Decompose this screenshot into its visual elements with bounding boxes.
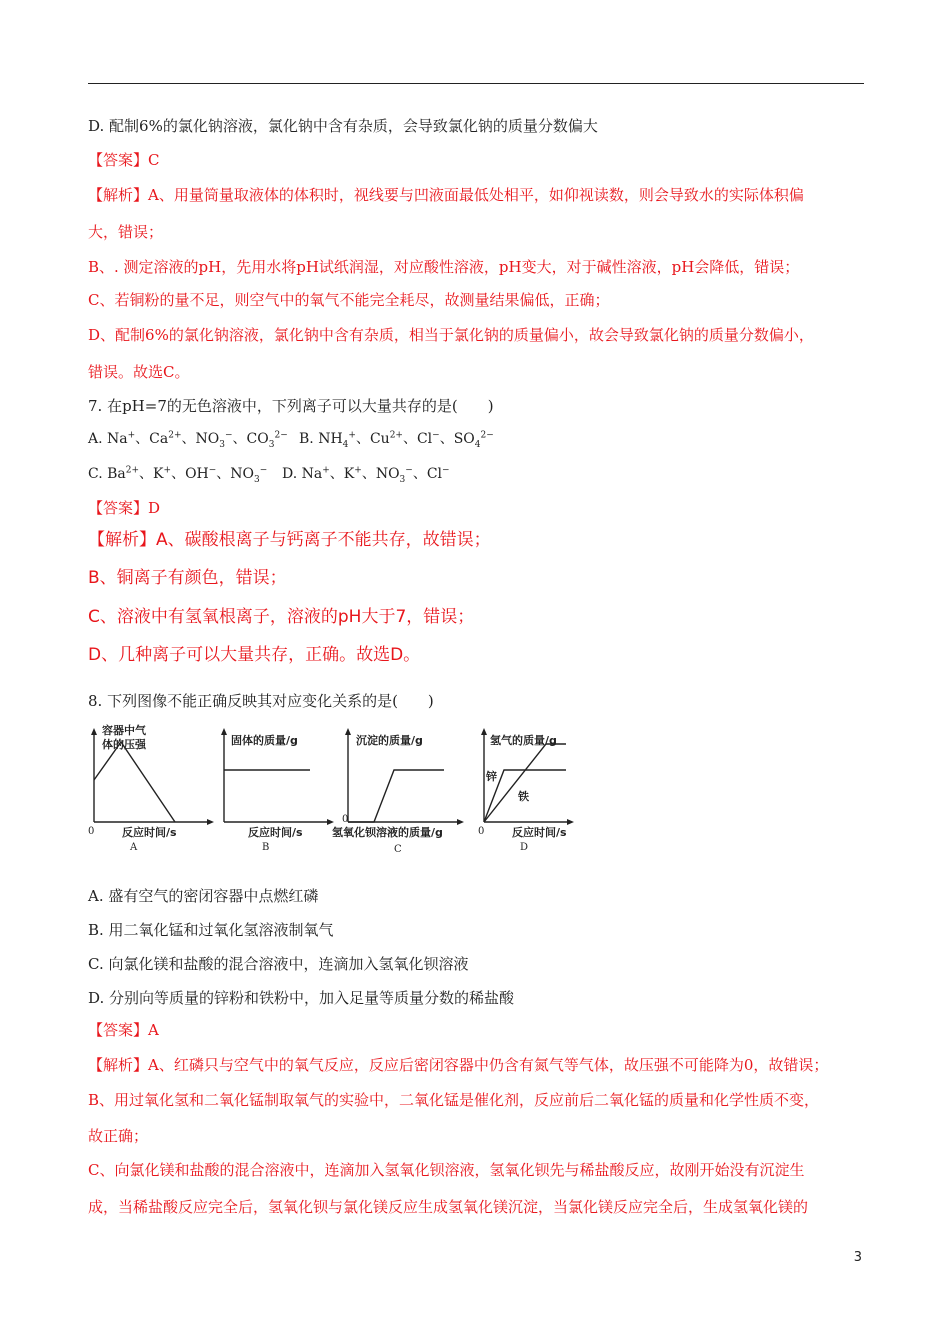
graph-c (330, 722, 470, 857)
graph-b-y-arrow (221, 728, 227, 735)
graph-d-fe-curve (484, 744, 566, 822)
graph-a-origin: 0 (88, 826, 95, 837)
explanation-q7-c: C、溶液中有氢氧根离子，溶液的pH大于7，错误； (88, 607, 475, 627)
graph-a (88, 722, 218, 857)
q8-option-b: B. 用二氧化锰和过氧化氢溶液制氧气 (88, 921, 334, 939)
graph-b-svg (218, 722, 348, 857)
page-number: 3 (853, 1250, 862, 1265)
graph-d-y-arrow (481, 728, 487, 735)
graph-c-svg (330, 722, 470, 857)
graph-a-svg (88, 722, 218, 857)
q7-option-d: D. Na+、K+、$NO_3^-$、Cl− (282, 465, 450, 485)
explanation-q7-d: D、几种离子可以大量共存，正确。故选D。 (88, 645, 421, 665)
graph-b-ylabel: 固体的质量/g (231, 734, 298, 747)
explanation-q6-d2: 错误。故选C。 (88, 363, 190, 381)
graph-a-xlabel: 反应时间/s (122, 826, 177, 839)
q7-option-b: B. $NH_4^+$、$Cu^{2+}$、Cl−、$SO_4^{2-}$ (299, 430, 494, 450)
graph-d-x-arrow (567, 819, 574, 825)
graph-c-ylabel: 沉淀的质量/g (356, 734, 423, 747)
graph-d-svg (478, 722, 588, 857)
graph-d-origin: 0 (478, 826, 485, 837)
graph-c-caption: C (394, 844, 402, 855)
graph-b-xlabel: 反应时间/s (248, 826, 303, 839)
graph-d-zn-label: 锌 (486, 770, 497, 783)
graph-b-caption: B (262, 842, 270, 853)
q7-option-c: C. $Ba^{2+}$、K+、OH−、$NO_3^-$ (88, 465, 268, 485)
graph-c-x-arrow (457, 819, 464, 825)
explanation-q8-b2: 故正确； (88, 1127, 149, 1145)
q8-option-d: D. 分别向等质量的锌粉和铁粉中，加入足量等质量分数的稀盐酸 (88, 989, 515, 1007)
graph-a-caption: A (130, 842, 138, 853)
header-rule (88, 83, 864, 84)
graph-a-y-arrow (91, 728, 97, 735)
explanation-q6-d1: D、配制6%的氯化钠溶液，氯化钠中含有杂质，相当于氯化钠的质量偏小，故会导致氯化钠的质量分数偏小， (88, 326, 814, 344)
graph-a-curve (94, 742, 175, 822)
option-d-q6: D. 配制6%的氯化钠溶液，氯化钠中含有杂质，会导致氯化钠的质量分数偏大 (88, 117, 598, 135)
graph-b (218, 722, 348, 857)
explanation-q8-b1: B、用过氧化氢和二氧化锰制取氧气的实验中，二氧化锰是催化剂，反应前后二氧化锰的质量和化学性质不变， (88, 1091, 820, 1109)
graph-d-xlabel: 反应时间/s (512, 826, 567, 839)
q7-option-a: A. Na+、$Ca^{2+}$、$NO_3^-$、$CO_3^{2-}$ (88, 430, 288, 450)
explanation-q8-a: 【解析】A、红磷只与空气中的氧气反应，反应后密闭容器中仍含有氮气等气体，故压强不可能降为0，故错误； (88, 1056, 829, 1074)
explanation-q6-a1: 【解析】A、用量筒量取液体的体积时，视线要与凹液面最低处相平，如仰视读数，则会导致水的实际体积偏 (88, 186, 804, 204)
graph-c-xlabel: 氢氧化钡溶液的质量/g (332, 826, 443, 839)
q8-option-c: C. 向氯化镁和盐酸的混合溶液中，连滴加入氢氧化钡溶液 (88, 955, 469, 973)
answer-q8: 【答案】A (88, 1021, 159, 1039)
explanation-q7-b: B、铜离子有颜色，错误； (88, 568, 287, 588)
graph-c-curve (348, 770, 444, 822)
graph-a-ylabel2: 体的压强 (102, 738, 146, 751)
explanation-q6-a2: 大，错误； (88, 223, 164, 241)
explanation-q8-c1: C、向氯化镁和盐酸的混合溶液中，连滴加入氢氧化钡溶液，氢氧化钡先与稀盐酸反应，故刚开始没有沉淀生 (88, 1161, 805, 1179)
question-8: 8. 下列图像不能正确反映其对应变化关系的是( ) (88, 692, 434, 710)
explanation-q6-c: C、若铜粉的量不足，则空气中的氧气不能完全耗尽，故测量结果偏低，正确； (88, 291, 610, 309)
answer-q7: 【答案】D (88, 499, 161, 517)
explanation-q6-b: B、. 测定溶液的pH，先用水将pH试纸润湿，对应酸性溶液，pH变大，对于碱性溶液，pH会降低，错误； (88, 258, 800, 276)
graph-d-fe-label: 铁 (518, 790, 529, 803)
explanation-q8-c2: 成，当稀盐酸反应完全后，氢氧化钡与氯化镁反应生成氢氧化镁沉淀，当氯化镁反应完全后，生成氢氧化镁的 (88, 1198, 809, 1216)
graph-c-origin: 0 (342, 814, 349, 825)
graph-d (478, 722, 588, 857)
graph-d-ylabel: 氢气的质量/g (490, 734, 557, 747)
graph-a-x-arrow (207, 819, 214, 825)
q8-option-a: A. 盛有空气的密闭容器中点燃红磷 (88, 887, 319, 905)
answer-q6: 【答案】C (88, 151, 160, 169)
graph-c-y-arrow (345, 728, 351, 735)
explanation-q7-a: 【解析】A、碳酸根离子与钙离子不能共存，故错误； (88, 530, 491, 550)
graph-d-caption: D (520, 842, 529, 853)
graph-a-ylabel1: 容器中气 (102, 724, 146, 737)
question-7: 7. 在pH=7的无色溶液中，下列离子可以大量共存的是( ) (88, 397, 494, 415)
